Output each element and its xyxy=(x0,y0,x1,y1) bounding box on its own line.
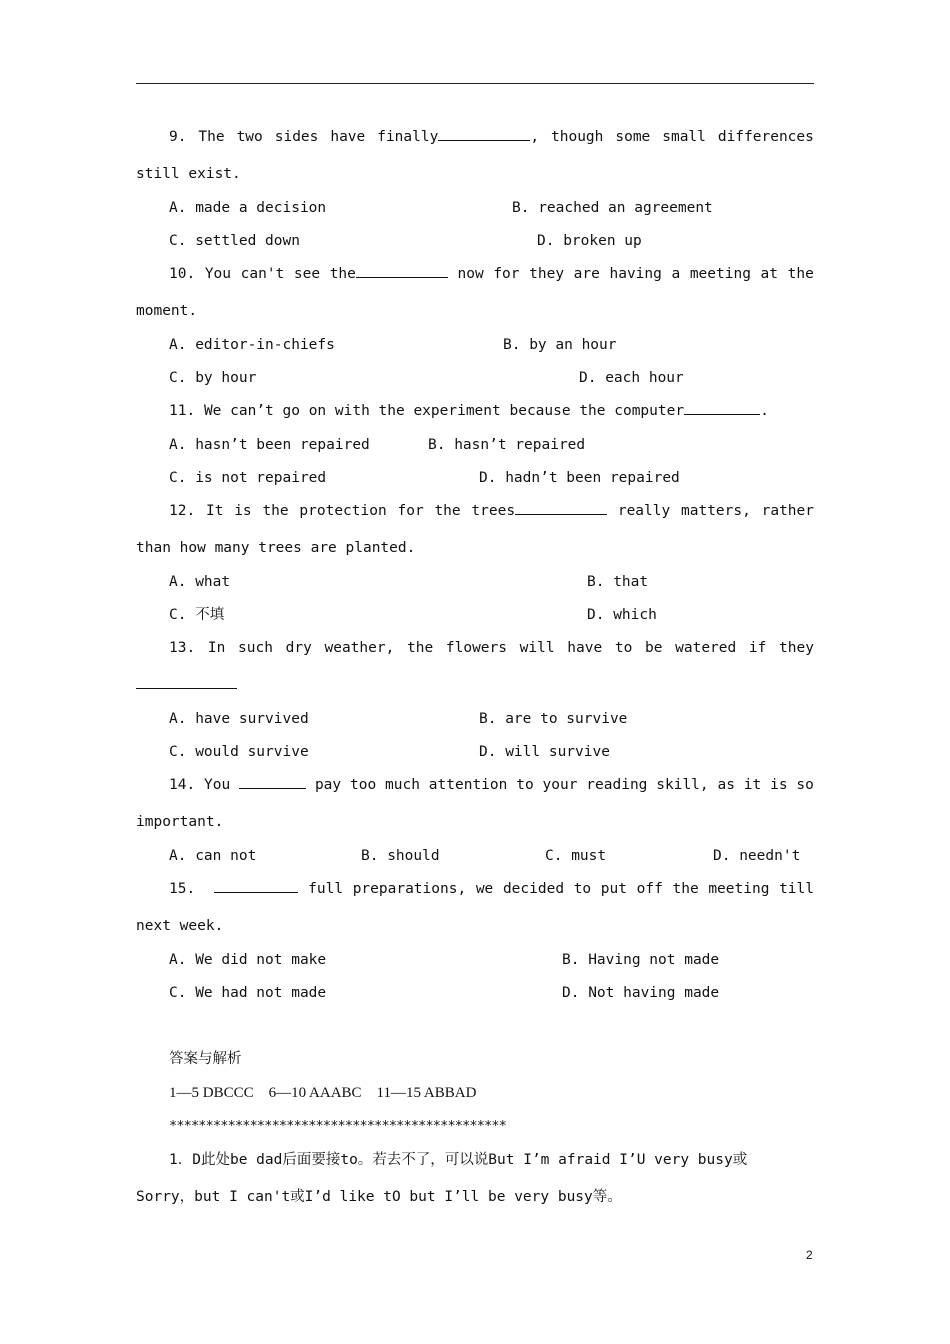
q9-option-d[interactable]: D. broken up xyxy=(537,233,642,249)
q10-option-a[interactable]: A. editor-in-chiefs xyxy=(169,337,335,353)
answer-blank[interactable] xyxy=(438,128,530,141)
explanation-line-1: 1．D此处be dad后面要接to。若去不了，可以说But I’m afraid I’U very busy或 xyxy=(169,1152,748,1168)
separator-line: ********************************************** xyxy=(169,1118,507,1134)
q11-option-d[interactable]: D. hadn’t been repaired xyxy=(479,470,680,486)
q15-option-b[interactable]: B. Having not made xyxy=(562,952,720,968)
q13-option-b[interactable]: B. are to survive xyxy=(479,711,628,727)
answer-blank[interactable] xyxy=(214,880,298,893)
q12-option-b[interactable]: B. that xyxy=(587,574,649,590)
q10-option-c[interactable]: C. by hour xyxy=(169,370,257,386)
q9-option-a[interactable]: A. made a decision xyxy=(169,200,327,216)
question-15-stem: 15. full preparations, we decided to put off the meeting till xyxy=(169,881,814,897)
q15-option-d[interactable]: D. Not having made xyxy=(562,985,720,1001)
question-14-stem-cont: important. xyxy=(136,814,224,830)
q13-option-d[interactable]: D. will survive xyxy=(479,744,610,760)
question-14-stem: 14. You pay too much attention to your reading skill, as it is so xyxy=(169,777,814,793)
question-9-stem: 9. The two sides have finally , though some small differences xyxy=(169,129,814,145)
answers-heading: 答案与解析 xyxy=(169,1051,242,1067)
question-9-stem-cont: still exist. xyxy=(136,166,241,182)
q14-option-a[interactable]: A. can not xyxy=(169,848,257,864)
q12-option-a[interactable]: A. what xyxy=(169,574,231,590)
q10-option-d[interactable]: D. each hour xyxy=(579,370,684,386)
q11-option-c[interactable]: C. is not repaired xyxy=(169,470,327,486)
q14-option-b[interactable]: B. should xyxy=(361,848,440,864)
question-12-stem: 12. It is the protection for the trees really matters, rather xyxy=(169,503,814,519)
question-10-stem: 10. You can't see the now for they are having a meeting at the xyxy=(169,266,814,282)
answer-blank[interactable] xyxy=(515,502,607,515)
answer-blank[interactable] xyxy=(239,776,306,789)
q9-option-b[interactable]: B. reached an agreement xyxy=(512,200,713,216)
question-15-stem-cont: next week. xyxy=(136,918,224,934)
header-rule xyxy=(136,83,814,84)
answer-keys: 1—5 DBCCC 6—10 AAABC 11—15 ABBAD xyxy=(169,1085,477,1101)
q15-option-a[interactable]: A. We did not make xyxy=(169,952,327,968)
q9-option-c[interactable]: C. settled down xyxy=(169,233,300,249)
q11-option-a[interactable]: A. hasn’t been repaired xyxy=(169,437,370,453)
q14-option-d[interactable]: D. needn't xyxy=(713,848,801,864)
q11-option-b[interactable]: B. hasn’t repaired xyxy=(428,437,586,453)
question-10-stem-cont: moment. xyxy=(136,303,198,319)
explanation-line-2: Sorry，but I can't或I’d like tO but I’ll be very busy等。 xyxy=(136,1189,622,1205)
answer-blank[interactable] xyxy=(136,676,237,689)
answer-blank[interactable] xyxy=(684,402,760,415)
answer-blank[interactable] xyxy=(356,265,448,278)
q14-option-c[interactable]: C. must xyxy=(545,848,607,864)
q12-option-c[interactable]: C. 不填 xyxy=(169,607,225,623)
q13-option-a[interactable]: A. have survived xyxy=(169,711,309,727)
question-11-stem: 11. We can’t go on with the experiment because the computer . xyxy=(169,403,769,419)
question-13-stem: 13. In such dry weather, the flowers will have to be watered if they xyxy=(169,640,814,656)
q15-option-c[interactable]: C. We had not made xyxy=(169,985,327,1001)
question-13-blank-line xyxy=(136,676,237,694)
question-12-stem-cont: than how many trees are planted. xyxy=(136,540,416,556)
q12-option-d[interactable]: D. which xyxy=(587,607,657,623)
q13-option-c[interactable]: C. would survive xyxy=(169,744,309,760)
q10-option-b[interactable]: B. by an hour xyxy=(503,337,617,353)
page-number: 2 xyxy=(806,1248,813,1262)
